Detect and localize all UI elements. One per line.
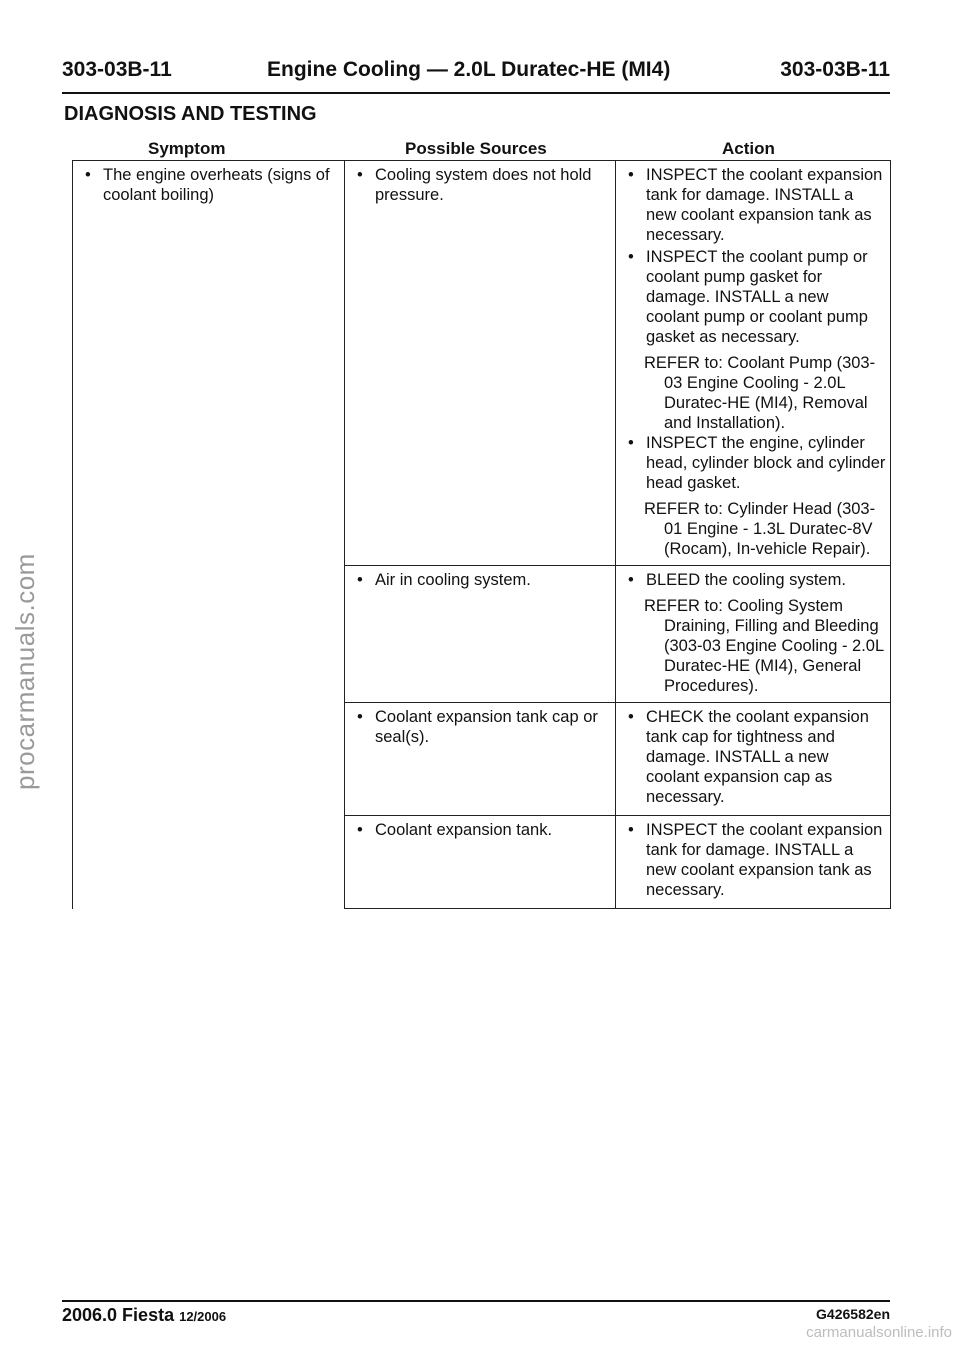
action-text: • INSPECT the coolant pump or coolant pump gasket for damage. INSTALL a new coolant pump or coolant pump gasket as necessary. [624,247,886,347]
reference-text: REFER to: Cooling System Draining, Filling and Bleeding (303-03 Engine Cooling - 2.0L Duratec-HE (MI4), General Procedures). [644,597,884,695]
watermark-bottom: carmanualsonline.info [806,1324,952,1341]
action-text: • INSPECT the engine, cylinder head, cylinder block and cylinder head gasket. [624,433,886,493]
action-cell [616,703,891,816]
footer-code: G426582en [816,1306,890,1322]
page-code-left: 303-03B-11 [62,58,172,81]
symptom-cell [73,161,345,909]
action-cell [616,816,891,909]
header-rule [62,92,890,94]
reference-text: REFER to: Coolant Pump (303-03 Engine Cooling - 2.0L Duratec-HE (MI4), Removal and Installation). [644,354,876,432]
action-reference [624,499,886,559]
source-cell [345,161,616,566]
action-cell [616,566,891,703]
watermark: procarmanuals.com [10,553,40,790]
reference-text: REFER to: Cylinder Head (303-01 Engine - 1.3L Duratec-8V (Rocam), In-vehicle Repair). [644,500,876,558]
footer-model-name: 2006.0 Fiesta [62,1305,175,1325]
column-header-action: Action [722,139,775,158]
footer-date: 12/2006 [179,1309,227,1324]
action-text: • INSPECT the coolant expansion tank for damage. INSTALL a new coolant expansion tank as necessary. [624,820,886,900]
action-text: • INSPECT the coolant expansion tank for damage. INSTALL a new coolant expansion tank as necessary. [624,165,886,245]
table-row [73,161,891,566]
action-text: • BLEED the cooling system. [624,570,886,590]
section-title: DIAGNOSIS AND TESTING [64,103,317,125]
column-header-symptom: Symptom [148,139,226,158]
symptom-text: • The engine overheats (signs of coolant boiling) [81,165,340,205]
source-cell [345,703,616,816]
source-text: • Air in cooling system. [353,570,611,590]
action-text: • CHECK the coolant expansion tank cap for tightness and damage. INSTALL a new coolant expansion cap as necessary. [624,707,886,807]
source-text: • Coolant expansion tank cap or seal(s). [353,707,611,747]
source-text: • Cooling system does not hold pressure. [353,165,611,205]
footer-model [62,1305,226,1326]
column-header-sources: Possible Sources [405,139,547,158]
action-reference [624,596,886,696]
action-reference [624,353,886,433]
source-cell [345,816,616,909]
diagnosis-table [72,160,891,909]
action-cell [616,161,891,566]
page-header [62,58,890,92]
page-code-right: 303-03B-11 [780,58,890,81]
source-text: • Coolant expansion tank. [353,820,611,840]
footer-rule [62,1300,890,1302]
page-title: Engine Cooling — 2.0L Duratec-HE (MI4) [267,58,671,81]
source-cell [345,566,616,703]
